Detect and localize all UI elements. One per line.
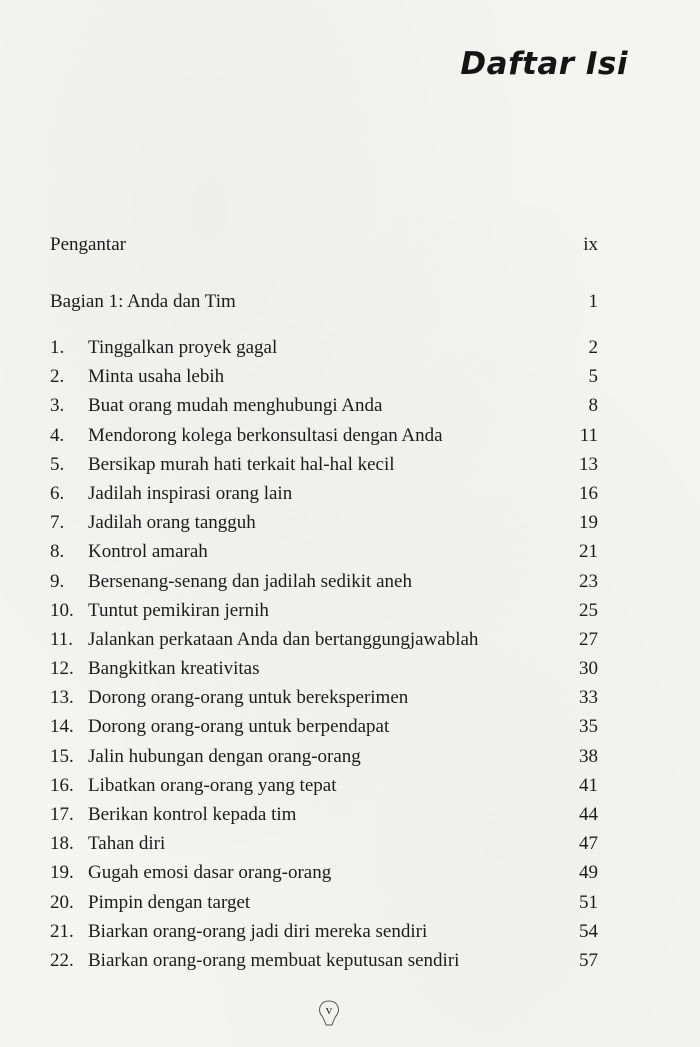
toc-entry-page: 8 <box>588 395 598 417</box>
toc-entry-label <box>50 742 361 771</box>
toc-entry-page: 25 <box>579 599 598 621</box>
toc-entry-row <box>50 421 598 450</box>
toc-entry-number: 15. <box>50 745 74 767</box>
toc-entry-number: 21. <box>50 920 74 942</box>
toc-entry-label <box>50 888 250 917</box>
toc-intro-label: Pengantar <box>50 234 126 255</box>
toc-entry-number: 1. <box>50 337 65 358</box>
toc-entry-row <box>50 829 598 858</box>
toc-entry-page: 35 <box>579 716 598 738</box>
toc-entry-title: Tuntut pemikiran jernih <box>88 599 269 621</box>
toc-entry-row <box>50 508 598 537</box>
toc-entry-number: 2. <box>50 366 65 388</box>
toc-entry-label <box>50 450 395 479</box>
toc-entry-row <box>50 742 598 771</box>
toc-entry-row <box>50 858 598 887</box>
toc-entry-title: Biarkan orang-orang membuat keputusan sendiri <box>88 949 460 971</box>
toc-entry-page: 11 <box>579 424 598 446</box>
toc-entry-page: 21 <box>579 541 598 563</box>
toc-entry-number: 3. <box>50 395 65 417</box>
toc-entry-label <box>50 917 427 946</box>
toc-entry-number: 9. <box>50 570 65 592</box>
toc-entry-row <box>50 771 598 800</box>
toc-entry-page: 49 <box>579 862 598 884</box>
toc-entries <box>50 333 598 975</box>
toc-entry-row <box>50 450 598 479</box>
toc-entry-title: Dorong orang-orang untuk berpendapat <box>88 716 390 738</box>
page-title: Daftar Isi <box>460 46 628 82</box>
toc-entry-label <box>50 508 256 537</box>
toc-entry-title: Minta usaha lebih <box>88 366 225 388</box>
toc-entry-row <box>50 625 598 654</box>
toc-entry-row <box>50 567 598 596</box>
toc-entry-title: Jalankan perkataan Anda dan bertanggungjawablah <box>88 628 479 650</box>
toc-entry-title: Tahan diri <box>88 833 166 855</box>
toc-entry-page: 19 <box>579 512 598 534</box>
toc-entry-number: 12. <box>50 658 74 680</box>
toc-entry-title: Bersenang-senang dan jadilah sedikit aneh <box>88 570 412 592</box>
toc-entry-label <box>50 946 459 975</box>
toc-entry-number: 5. <box>50 453 65 475</box>
toc-entry-row <box>50 683 598 712</box>
toc-entry-number: 14. <box>50 716 74 738</box>
toc-entry-label <box>50 858 331 887</box>
toc-entry-number: 16. <box>50 774 74 796</box>
toc-entry-page: 57 <box>579 949 598 971</box>
toc-entry-title: Dorong orang-orang untuk bereksperimen <box>88 687 409 709</box>
toc-section-label: Bagian 1: Anda dan Tim <box>50 291 236 312</box>
toc-entry-number: 11. <box>50 628 74 650</box>
toc-entry-row <box>50 391 598 420</box>
toc-entry-number: 4. <box>50 424 65 446</box>
toc-entry-label <box>50 537 208 566</box>
toc-entry-label <box>50 683 408 712</box>
toc-section-row <box>50 287 598 316</box>
toc-entry-page: 23 <box>579 570 598 592</box>
toc-entry-number: 22. <box>50 949 74 971</box>
toc-entry-label <box>50 654 259 683</box>
toc-entry-number: 10. <box>50 599 74 621</box>
toc-entry-title: Gugah emosi dasar orang-orang <box>88 862 332 884</box>
toc-entry-title: Tinggalkan proyek gagal <box>88 337 278 358</box>
toc-entry-page: 33 <box>579 687 598 709</box>
toc-entry-label <box>50 596 269 625</box>
table-of-contents <box>50 230 598 975</box>
toc-entry-number: 17. <box>50 804 74 825</box>
toc-entry-page: 13 <box>579 453 598 475</box>
toc-entry-row <box>50 888 598 917</box>
toc-entry-title: Mendorong kolega berkonsultasi dengan Anda <box>88 424 443 446</box>
toc-entry-page: 5 <box>588 366 598 388</box>
toc-entry-number: 8. <box>50 541 65 563</box>
toc-entry-page: 27 <box>579 628 598 650</box>
toc-entry-row <box>50 537 598 566</box>
toc-entry-title: Bangkitkan kreativitas <box>88 658 260 680</box>
toc-entry-title: Bersikap murah hati terkait hal-hal kecil <box>88 453 395 475</box>
toc-entry-label <box>50 567 412 596</box>
toc-section-page: 1 <box>588 291 598 312</box>
toc-entry-page: 16 <box>579 482 598 504</box>
toc-entry-number: 6. <box>50 482 65 504</box>
toc-entry-row <box>50 917 598 946</box>
toc-entry-page: 30 <box>579 658 598 680</box>
toc-entry-row <box>50 800 598 829</box>
toc-entry-title: Berikan kontrol kepada tim <box>88 804 297 825</box>
toc-entry-label <box>50 479 292 508</box>
toc-entry-number: 7. <box>50 512 65 534</box>
toc-entry-row <box>50 946 598 975</box>
toc-entry-row <box>50 479 598 508</box>
toc-entry-row <box>50 362 598 391</box>
toc-entry-row <box>50 333 598 362</box>
toc-entry-title: Kontrol amarah <box>88 541 208 563</box>
toc-entry-row <box>50 596 598 625</box>
toc-entry-label <box>50 391 382 420</box>
toc-entry-label <box>50 625 478 654</box>
toc-entry-title: Biarkan orang-orang jadi diri mereka sendiri <box>88 920 428 942</box>
toc-entry-title: Jadilah orang tangguh <box>88 512 256 534</box>
toc-entry-label <box>50 800 296 829</box>
folio-ornament-icon <box>314 998 344 1028</box>
toc-entry-page: 44 <box>579 804 598 825</box>
toc-entry-title: Jadilah inspirasi orang lain <box>88 482 293 504</box>
toc-entry-label <box>50 421 443 450</box>
page-number: v <box>325 1002 333 1017</box>
toc-entry-page: 47 <box>579 833 598 855</box>
toc-entry-title: Pimpin dengan target <box>88 891 251 913</box>
toc-entry-row <box>50 654 598 683</box>
toc-intro-row <box>50 230 598 259</box>
toc-entry-page: 54 <box>579 920 598 942</box>
toc-entry-number: 13. <box>50 687 74 709</box>
toc-entry-label <box>50 333 277 362</box>
toc-entry-label <box>50 362 224 391</box>
toc-entry-row <box>50 712 598 741</box>
toc-entry-page: 2 <box>588 337 598 358</box>
toc-entry-title: Libatkan orang-orang yang tepat <box>88 774 337 796</box>
toc-entry-page: 41 <box>579 774 598 796</box>
toc-entry-title: Jalin hubungan dengan orang-orang <box>88 745 361 767</box>
toc-entry-page: 51 <box>579 891 598 913</box>
toc-entry-number: 18. <box>50 833 74 855</box>
toc-entry-page: 38 <box>579 745 598 767</box>
toc-intro-page: ix <box>583 234 598 255</box>
toc-entry-label <box>50 829 165 858</box>
toc-entry-title: Buat orang mudah menghubungi Anda <box>88 395 383 417</box>
toc-entry-label <box>50 712 389 741</box>
toc-entry-number: 19. <box>50 862 74 884</box>
toc-entry-label <box>50 771 336 800</box>
toc-entry-number: 20. <box>50 891 74 913</box>
